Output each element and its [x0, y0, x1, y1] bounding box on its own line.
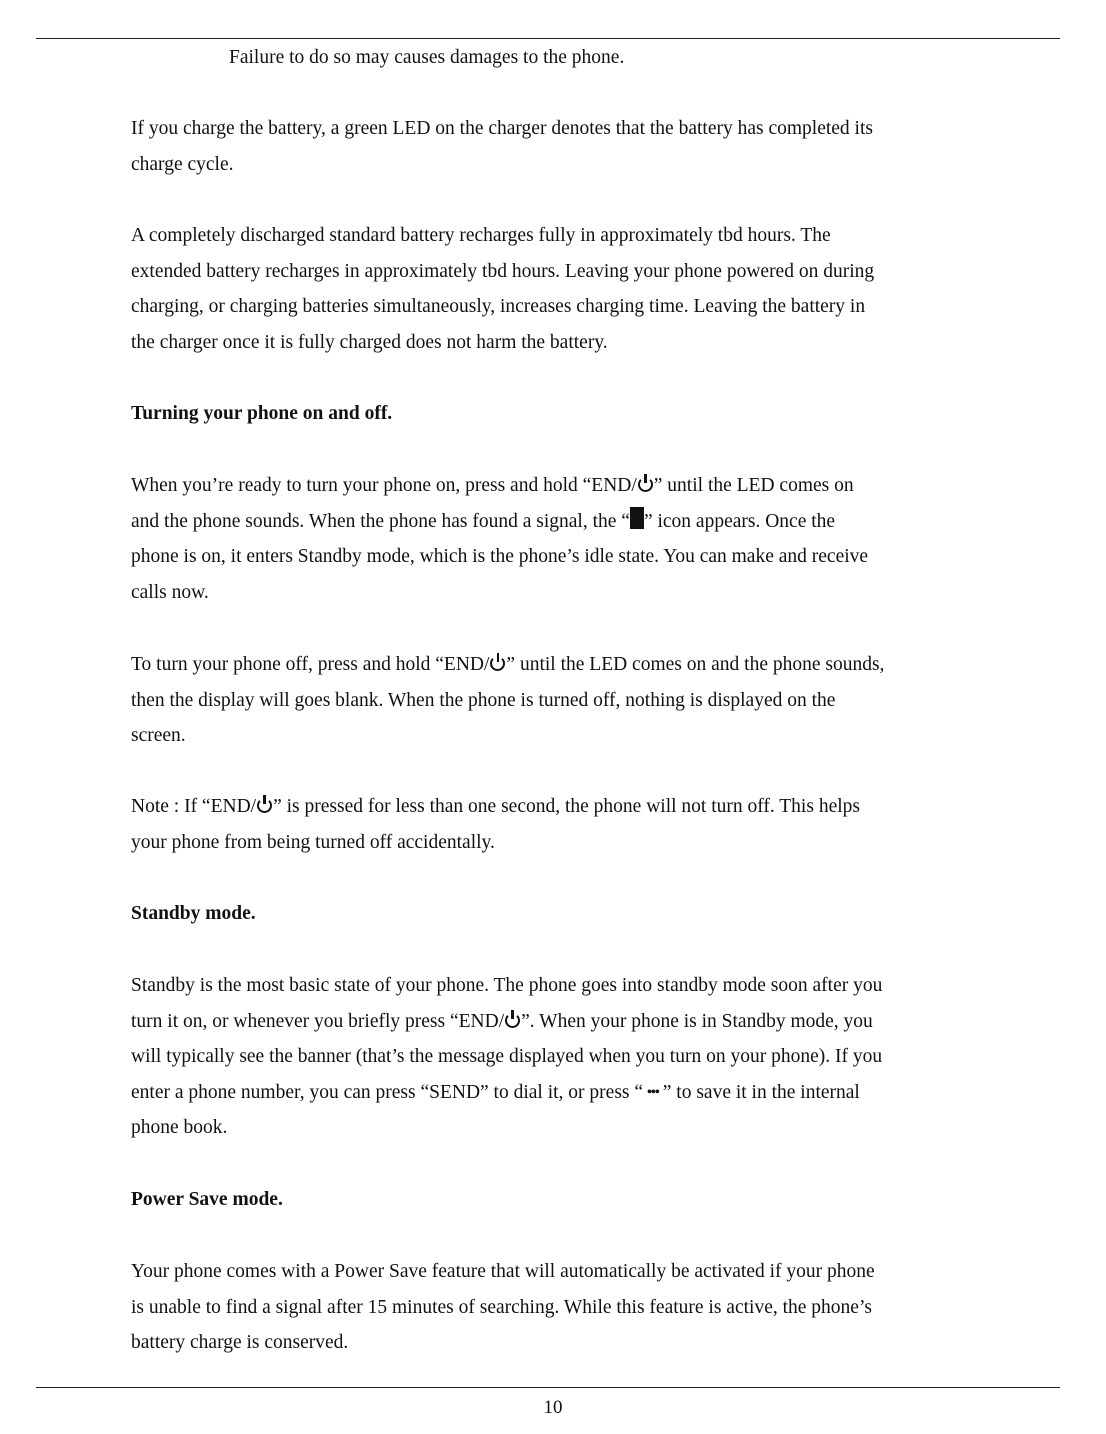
page-number: 10 — [543, 1397, 563, 1418]
heading-turning: Turning your phone on and off. — [131, 403, 393, 424]
intro-fragment-text: Failure to do so may causes damages to the phone. — [229, 47, 625, 68]
paragraph-line — [131, 1004, 1001, 1040]
paragraph-line: charging, or charging batteries simultaneously, increases charging time. Leaving the battery in — [131, 296, 866, 317]
paragraph-line — [131, 468, 1001, 504]
text-run: turn it on, or whenever you briefly press “END/ — [131, 1010, 505, 1032]
paragraph-line: If you charge the battery, a green LED on the charger denotes that the battery has completed its — [131, 118, 873, 139]
paragraph-line: your phone from being turned off accidentally. — [131, 831, 495, 853]
paragraph-turn-on — [131, 468, 1001, 610]
power-icon — [638, 477, 653, 492]
paragraph-line: Your phone comes with a Power Save feature that will automatically be activated if your phone — [131, 1261, 875, 1282]
paragraph-line: phone book. — [131, 1117, 228, 1138]
text-run: Note : If “END/ — [131, 796, 257, 817]
paragraph-line: screen. — [131, 725, 186, 746]
text-run: ” is pressed for less than one second, the phone will not turn off. This helps — [273, 796, 860, 817]
paragraph-line: will typically see the banner (that’s the message displayed when you turn on your phone). If you — [131, 1046, 883, 1067]
signal-icon — [630, 507, 644, 529]
text-run: ” to save it in the internal — [662, 1081, 860, 1103]
paragraph-line — [131, 647, 1001, 683]
paragraph-line: the charger once it is fully charged does not harm the battery. — [131, 331, 608, 353]
text-run: ”. When your phone is in Standby mode, you — [521, 1010, 873, 1032]
paragraph-turn-off — [131, 647, 1001, 754]
paragraph-line — [131, 1075, 1001, 1111]
text-run: enter a phone number, you can press “SEND” to dial it, or press “ — [131, 1081, 644, 1103]
paragraph-line: calls now. — [131, 581, 209, 603]
paragraph-line: battery charge is conserved. — [131, 1332, 349, 1353]
paragraph-line: A completely discharged standard battery recharges fully in approximately tbd hours. The — [131, 225, 831, 246]
paragraph-line: is unable to find a signal after 15 minutes of searching. While this feature is active, the phone’s — [131, 1296, 872, 1318]
power-icon — [505, 1013, 520, 1028]
text-run: When you’re ready to turn your phone on, press and hold “END/ — [131, 475, 637, 496]
paragraph-power-save — [131, 1254, 1001, 1361]
paragraph-note — [131, 789, 1001, 860]
paragraph-line: then the display will goes blank. When the phone is turned off, nothing is displayed on the — [131, 689, 836, 711]
power-icon — [490, 656, 505, 671]
paragraph-led — [131, 111, 1001, 182]
paragraph-line — [131, 504, 1001, 540]
intro-fragment — [229, 40, 1099, 76]
heading-standby: Standby mode. — [131, 903, 256, 924]
paragraph-line: phone is on, it enters Standby mode, which is the phone’s idle state. You can make and receive — [131, 546, 869, 567]
paragraph-line: charge cycle. — [131, 153, 234, 175]
bottom-rule — [36, 1387, 1060, 1388]
text-run: To turn your phone off, press and hold “END/ — [131, 654, 490, 675]
paragraph-standby — [131, 968, 1001, 1146]
text-run: and the phone sounds. When the phone has found a signal, the “ — [131, 510, 630, 532]
paragraph-line: Standby is the most basic state of your phone. The phone goes into standby mode soon after you — [131, 975, 883, 996]
top-rule — [36, 38, 1060, 39]
menu-key-icon: ••• — [647, 1084, 659, 1100]
paragraph-line — [131, 789, 1001, 825]
text-run: ” until the LED comes on — [653, 475, 854, 496]
text-run: ” icon appears. Once the — [643, 510, 836, 532]
paragraph-line: extended battery recharges in approximately tbd hours. Leaving your phone powered on during — [131, 260, 875, 282]
text-run: ” until the LED comes on and the phone sounds, — [506, 654, 885, 675]
heading-power-save: Power Save mode. — [131, 1189, 283, 1210]
power-icon — [257, 798, 272, 813]
paragraph-charge-time — [131, 218, 1001, 360]
